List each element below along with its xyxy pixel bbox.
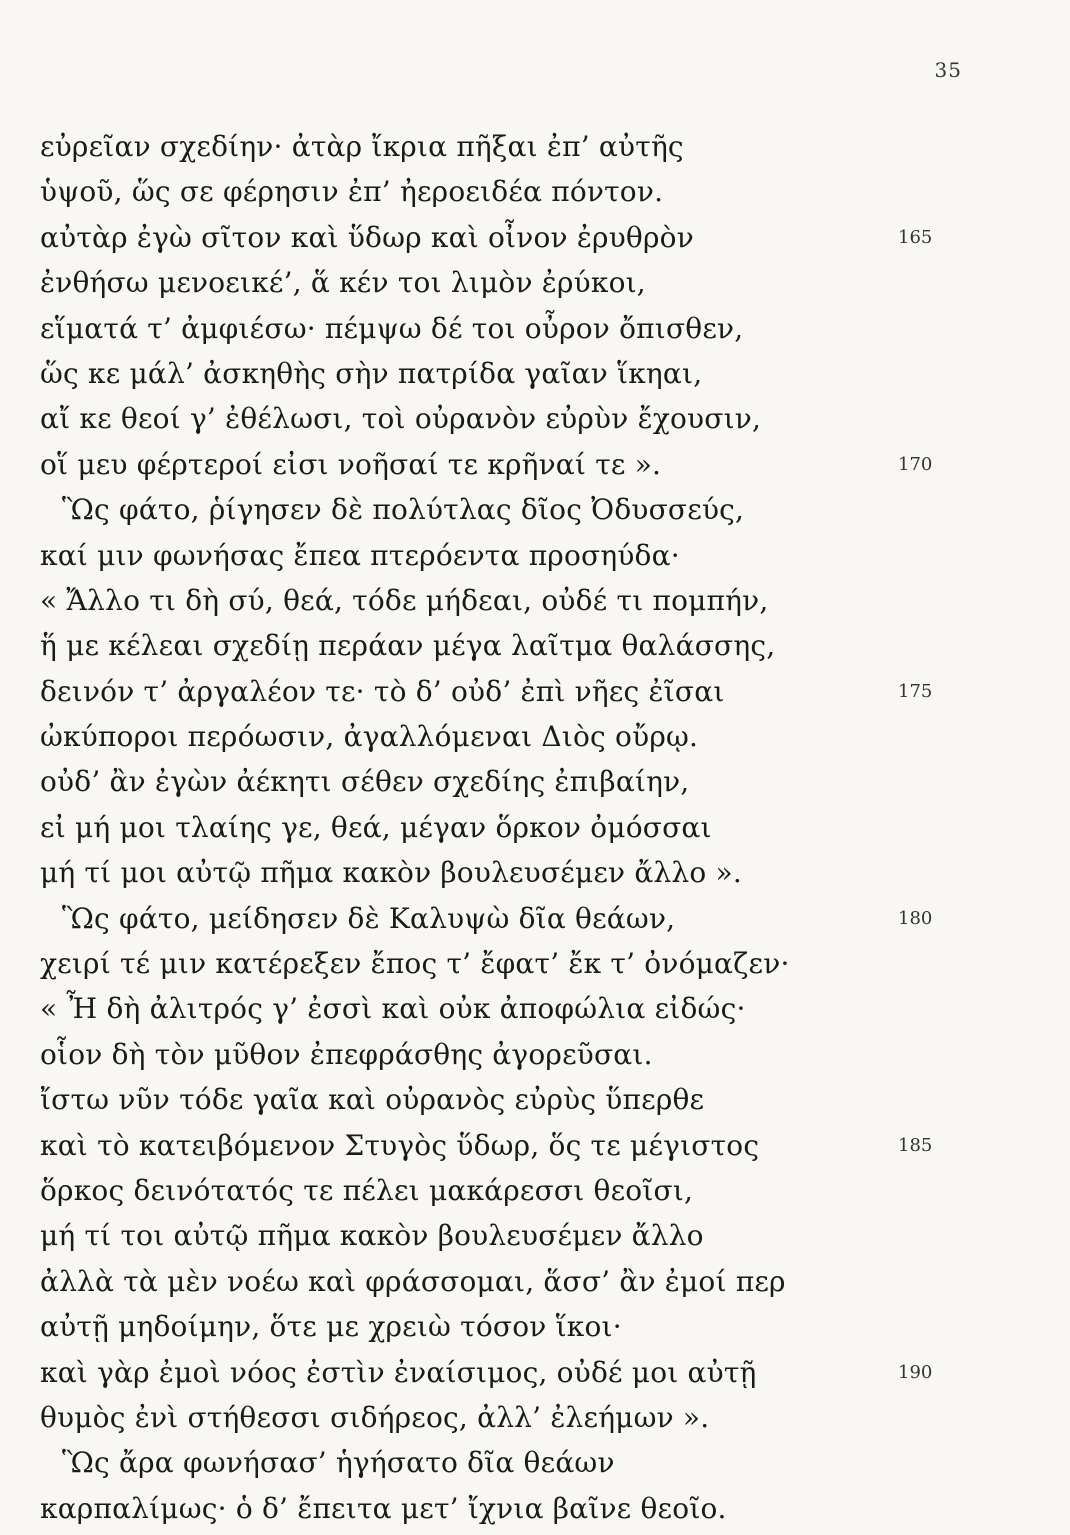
verse-text: Ὣς ἄρα φωνήσασ’ ἡγήσατο δῖα θεάων — [62, 1446, 615, 1480]
verse-text: εὐρεῖαν σχεδίην· ἀτὰρ ἴκρια πῆξαι ἐπ’ αὐτῆς — [40, 130, 684, 163]
verse-line — [40, 1168, 960, 1213]
verse-line — [40, 896, 960, 941]
verse-line — [40, 805, 960, 850]
verse-line — [40, 1395, 960, 1440]
verse-text: αὐτῇ μηδοίμην, ὅτε με χρειὼ τόσον ἵκοι· — [40, 1310, 622, 1344]
verse-line — [40, 1032, 960, 1077]
verse-text: καί μιν φωνήσας ἔπεα πτερόεντα προσηύδα· — [40, 538, 680, 572]
verse-line — [40, 759, 960, 804]
verse-text: οὐδ’ ἂν ἐγὼν ἀέκητι σέθεν σχεδίης ἐπιβαίην, — [40, 765, 690, 799]
line-number: 190 — [898, 1361, 933, 1383]
verse-line — [40, 941, 960, 986]
verse-text: μή τί μοι αὐτῷ πῆμα κακὸν βουλευσέμεν ἄλλο ». — [40, 856, 742, 890]
verse-text: χειρί τέ μιν κατέρεξεν ἔπος τ’ ἔφατ’ ἔκ τ’ ὀνόμαζεν· — [40, 947, 790, 981]
verse-line — [40, 442, 960, 487]
verse-text: θυμὸς ἐνὶ στήθεσσι σιδήρεος, ἀλλ’ ἐλεήμων ». — [40, 1400, 710, 1434]
verse-text: ὥς κε μάλ’ ἀσκηθὴς σὴν πατρίδα γαῖαν ἵκηαι, — [40, 356, 703, 390]
verse-text: αὐτὰρ ἐγὼ σῖτον καὶ ὕδωρ καὶ οἶνον ἐρυθρὸν — [40, 220, 694, 254]
verse-text: οἵ μευ φέρτεροί εἰσι νοῆσαί τε κρῆναί τε ». — [40, 447, 662, 481]
verse-text: ἀλλὰ τὰ μὲν νοέω καὶ φράσσομαι, ἅσσ’ ἂν ἐμοί περ — [40, 1264, 786, 1298]
line-number: 170 — [898, 453, 933, 475]
verse-text: εἵματά τ’ ἀμφιέσω· πέμψω δέ τοι οὖρον ὄπισθεν, — [40, 311, 744, 345]
verse-line — [40, 669, 960, 714]
verse-line — [40, 1486, 960, 1531]
verse-line — [40, 1213, 960, 1258]
verse-line — [40, 487, 960, 532]
verse-text: καὶ γὰρ ἐμοὶ νόος ἐστὶν ἐναίσιμος, οὐδέ μοι αὐτῇ — [40, 1355, 757, 1389]
line-number: 165 — [898, 226, 933, 248]
verse-block — [40, 124, 960, 1531]
verse-text: ὅρκος δεινότατός τε πέλει μακάρεσσι θεοῖσι, — [40, 1173, 694, 1207]
verse-line — [40, 850, 960, 895]
verse-text: ὠκύποροι περόωσιν, ἀγαλλόμεναι Διὸς οὔρῳ. — [40, 720, 699, 754]
verse-text: Ὣς φάτο, μείδησεν δὲ Καλυψὼ δῖα θεάων, — [62, 901, 676, 935]
verse-line — [40, 396, 960, 441]
verse-text: ἴστω νῦν τόδε γαῖα καὶ οὐρανὸς εὐρὺς ὕπερθε — [40, 1083, 705, 1117]
verse-line — [40, 1304, 960, 1349]
verse-text: ἥ με κέλεαι σχεδίῃ περάαν μέγα λαῖτμα θαλάσσης, — [40, 629, 776, 663]
verse-text: καὶ τὸ κατειβόμενον Στυγὸς ὕδωρ, ὅς τε μέγιστος — [40, 1128, 760, 1162]
verse-text: καρπαλίμως· ὁ δ’ ἔπειτα μετ’ ἴχνια βαῖνε θεοῖο. — [40, 1491, 727, 1525]
verse-line — [40, 1350, 960, 1395]
verse-line — [40, 1123, 960, 1168]
verse-line — [40, 169, 960, 214]
page-number: 35 — [934, 58, 962, 82]
verse-line — [40, 124, 960, 169]
verse-line — [40, 1440, 960, 1485]
verse-line — [40, 1077, 960, 1122]
verse-line — [40, 215, 960, 260]
verse-text: δεινόν τ’ ἀργαλέον τε· τὸ δ’ οὐδ’ ἐπὶ νῆες ἐῖσαι — [40, 674, 725, 708]
verse-text: « Ἄλλο τι δὴ σύ, θεά, τόδε μήδεαι, οὐδέ τι πομπήν, — [40, 583, 769, 617]
verse-text: μή τί τοι αὐτῷ πῆμα κακὸν βουλευσέμεν ἄλλο — [40, 1219, 704, 1253]
verse-line — [40, 986, 960, 1031]
verse-text: « Ἦ δὴ ἀλιτρός γ’ ἐσσὶ καὶ οὐκ ἀποφώλια εἰδώς· — [40, 992, 746, 1026]
verse-text: αἴ κε θεοί γ’ ἐθέλωσι, τοὶ οὐρανὸν εὐρὺν ἔχουσιν, — [40, 402, 762, 436]
verse-line — [40, 351, 960, 396]
verse-text: ἐνθήσω μενοεικέ’, ἅ κέν τοι λιμὸν ἐρύκοι, — [40, 266, 646, 300]
verse-text: Ὣς φάτο, ῥίγησεν δὲ πολύτλας δῖος Ὀδυσσεύς, — [62, 493, 745, 527]
verse-line — [40, 260, 960, 305]
verse-line — [40, 623, 960, 668]
verse-line — [40, 578, 960, 623]
verse-line — [40, 306, 960, 351]
verse-text: εἰ μή μοι τλαίης γε, θεά, μέγαν ὅρκον ὀμόσσαι — [40, 810, 712, 844]
verse-line — [40, 533, 960, 578]
verse-line — [40, 1259, 960, 1304]
verse-text: οἷον δὴ τὸν μῦθον ἐπεφράσθης ἀγορεῦσαι. — [40, 1037, 653, 1071]
verse-text: ὑψοῦ, ὥς σε φέρησιν ἐπ’ ἠεροειδέα πόντον. — [40, 175, 664, 209]
line-number: 185 — [898, 1134, 933, 1156]
line-number: 180 — [898, 907, 933, 929]
line-number: 175 — [898, 680, 933, 702]
verse-line — [40, 714, 960, 759]
